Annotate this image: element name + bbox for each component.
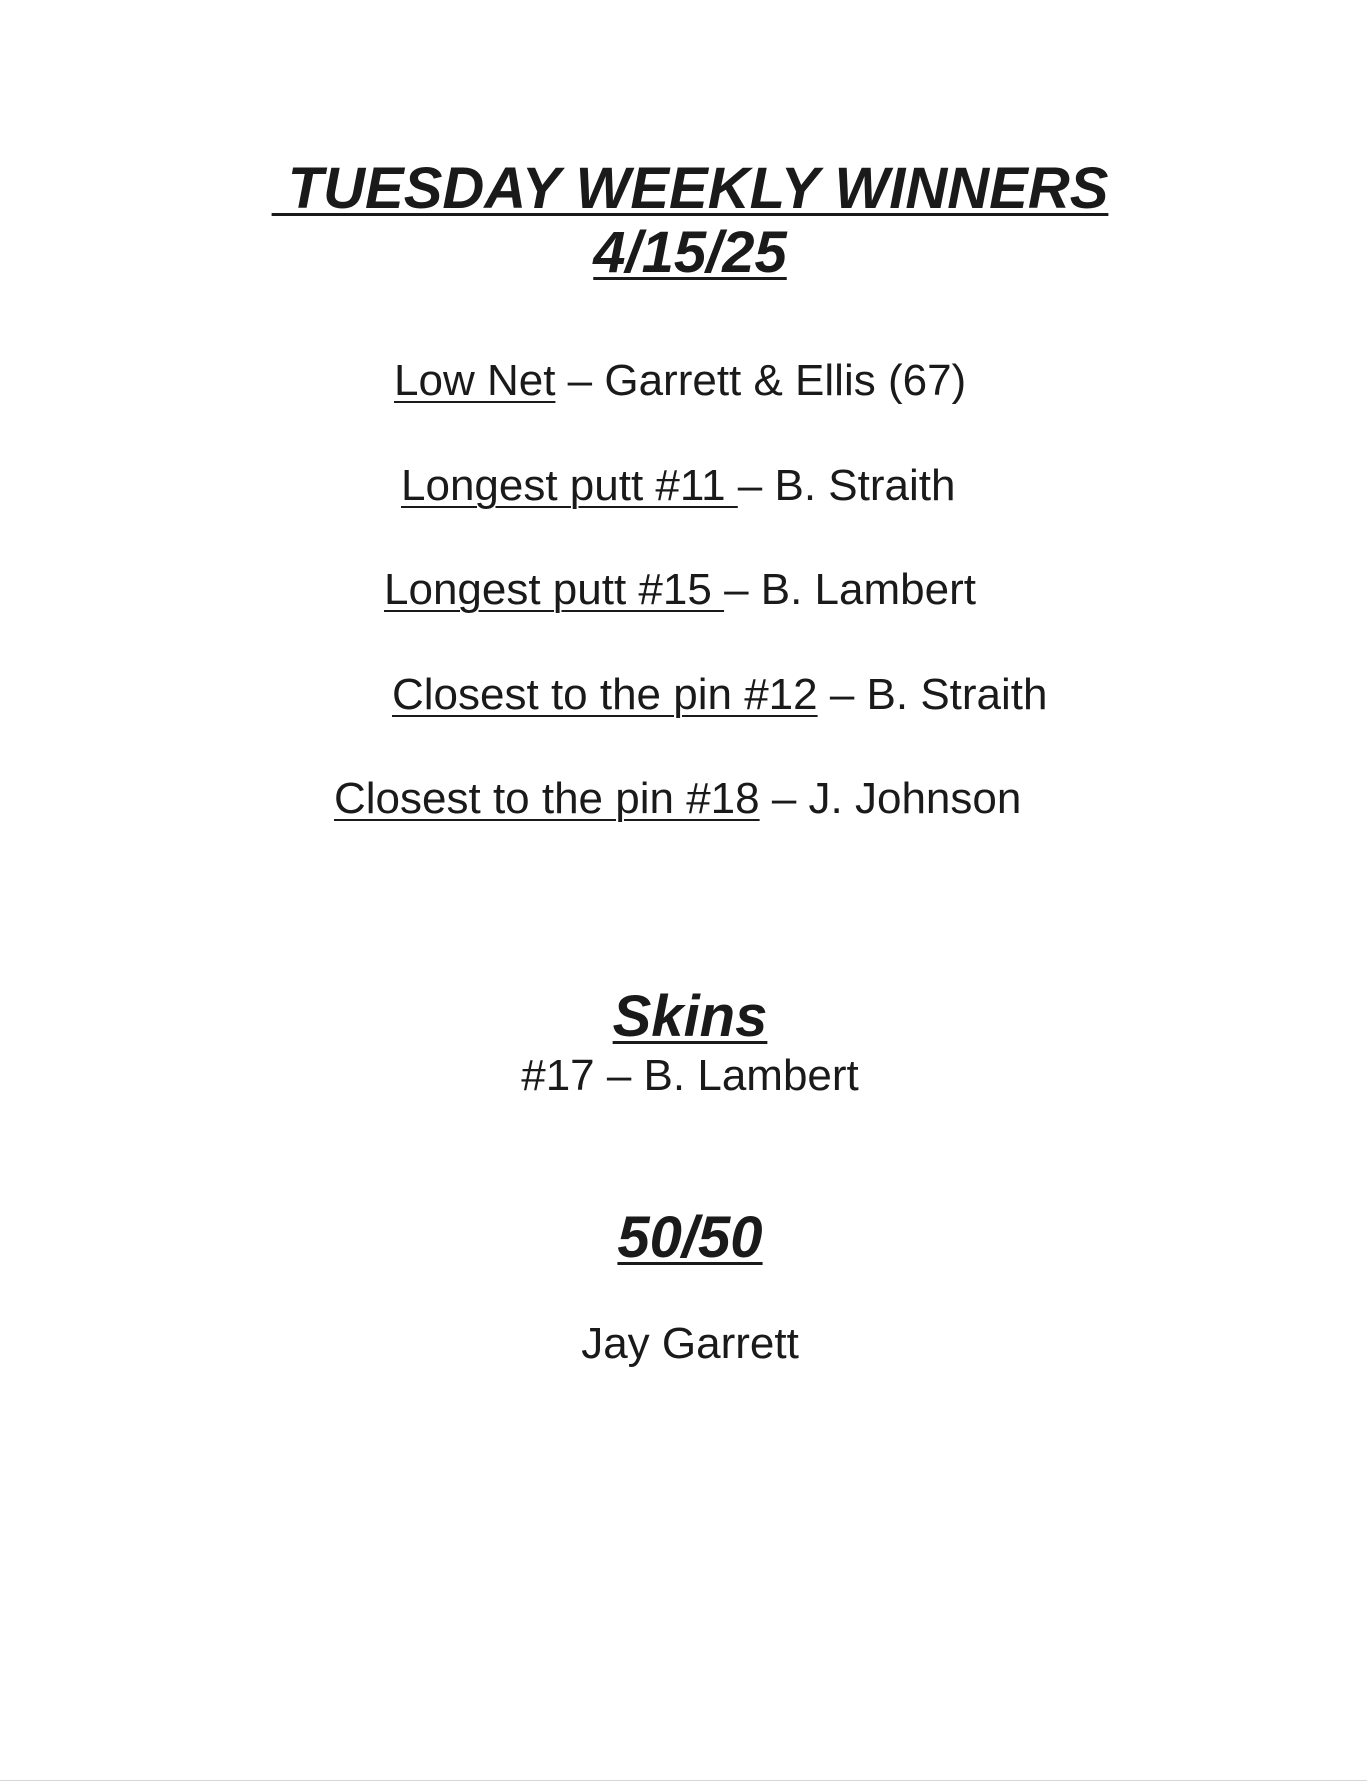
winner-result: – B. Straith xyxy=(737,461,956,510)
fifty-fifty-heading: 50/50 xyxy=(617,1205,763,1270)
winner-label: Longest putt #11 xyxy=(401,461,738,510)
winner-label: Closest to the pin #18 xyxy=(334,774,760,823)
page-date: 4/15/25 xyxy=(593,220,787,285)
fifty-fifty-winner: Jay Garrett xyxy=(581,1319,799,1368)
winner-result: – B. Lambert xyxy=(724,565,976,614)
page-title: TUESDAY WEEKLY WINNERS xyxy=(271,156,1109,221)
winner-row-low-net xyxy=(394,355,966,407)
winner-row-closest-pin-12 xyxy=(392,669,1048,721)
winner-result: – B. Straith xyxy=(817,670,1048,719)
winner-result: – Garrett & Ellis (67) xyxy=(555,356,967,405)
winner-label: Closest to the pin #12 xyxy=(392,670,818,719)
winner-row-longest-putt-15 xyxy=(384,564,976,616)
skins-heading: Skins xyxy=(612,984,768,1049)
winner-label: Low Net xyxy=(394,356,556,405)
winner-result: – J. Johnson xyxy=(759,774,1022,823)
winner-row-closest-pin-18 xyxy=(334,773,1021,825)
skins-entry: #17 – B. Lambert xyxy=(521,1051,859,1100)
winner-label: Longest putt #15 xyxy=(384,565,725,614)
winner-row-longest-putt-11 xyxy=(401,460,955,512)
